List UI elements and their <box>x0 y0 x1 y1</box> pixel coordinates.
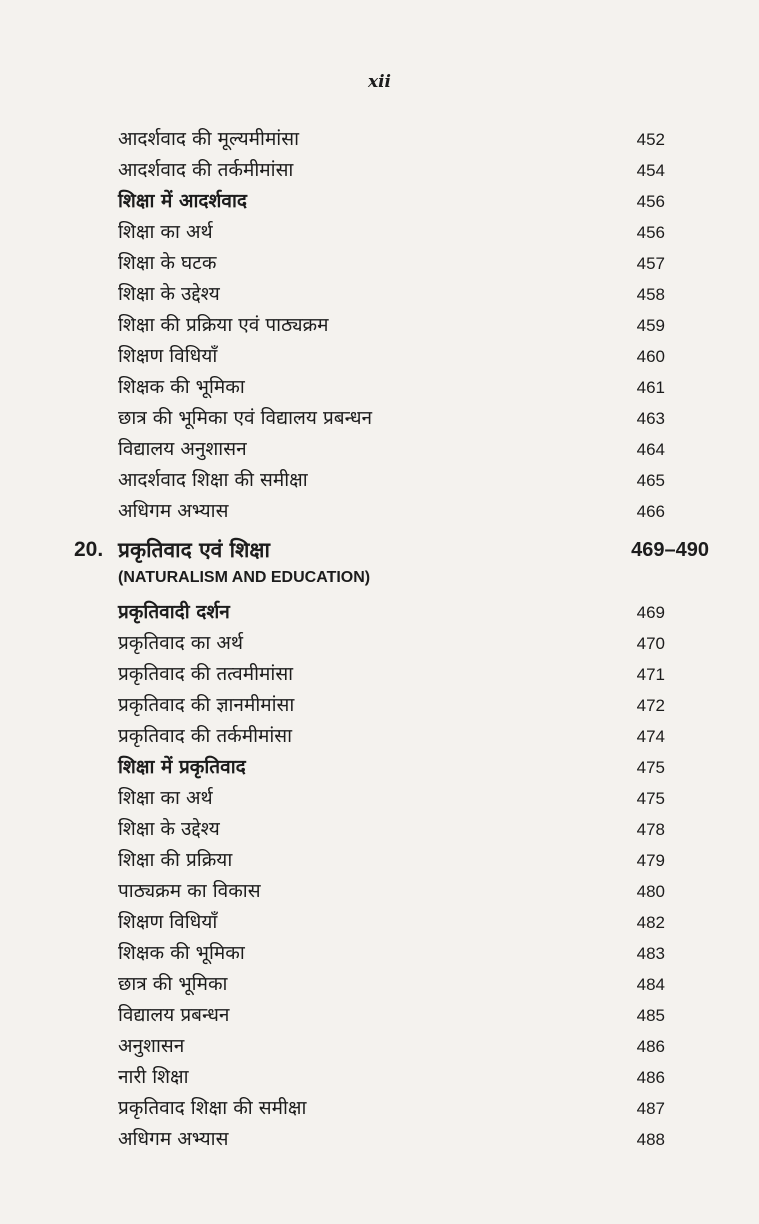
chapter-subtitle: (NATURALISM AND EDUCATION) <box>118 569 371 586</box>
toc-entry[interactable] <box>0 124 759 155</box>
toc-entry[interactable] <box>0 465 759 496</box>
toc-entry[interactable] <box>0 845 759 876</box>
toc-entry-title: शिक्षा के उद्देश्य <box>118 818 220 840</box>
toc-entry-title: प्रकृतिवाद की तत्वमीमांसा <box>118 663 294 685</box>
toc-entry-title: पाठ्यक्रम का विकास <box>118 880 261 902</box>
chapter-title: प्रकृतिवाद एवं शिक्षा <box>118 537 270 562</box>
toc-entry-page: 466 <box>636 502 665 521</box>
toc-entry-page: 480 <box>636 882 665 901</box>
toc-entry-title: शिक्षण विधियाँ <box>118 345 218 367</box>
toc-entry-title: शिक्षा की प्रक्रिया एवं पाठ्यक्रम <box>118 314 329 336</box>
toc-entry-page: 470 <box>636 634 665 653</box>
toc-entry[interactable] <box>0 783 759 814</box>
page-number: xii <box>367 72 392 92</box>
toc-entry[interactable] <box>0 628 759 659</box>
toc-entry-title: छात्र की भूमिका एवं विद्यालय प्रबन्धन <box>118 407 373 429</box>
toc-entry-page: 452 <box>636 130 665 149</box>
chapter-page-range: 469–490 <box>631 539 709 561</box>
toc-entry[interactable] <box>0 1093 759 1124</box>
toc-entry[interactable] <box>0 434 759 465</box>
toc-entry[interactable] <box>0 1124 759 1155</box>
toc-entry-page: 472 <box>636 696 665 715</box>
toc-section-heading[interactable] <box>0 752 759 783</box>
toc-entry-page: 465 <box>636 471 665 490</box>
toc-entry-page: 485 <box>636 1006 665 1025</box>
toc-entry-page: 486 <box>636 1037 665 1056</box>
toc-entry[interactable] <box>0 341 759 372</box>
toc-entry-page: 487 <box>636 1099 665 1118</box>
toc-entry-page: 478 <box>636 820 665 839</box>
toc-entry-title: शिक्षण विधियाँ <box>118 911 218 933</box>
toc-entry[interactable] <box>0 248 759 279</box>
toc-entry-page: 459 <box>636 316 665 335</box>
toc-entry-title: शिक्षक की भूमिका <box>118 942 245 964</box>
toc-entry-title: विद्यालय अनुशासन <box>118 438 247 460</box>
toc-entry-title: आदर्शवाद शिक्षा की समीक्षा <box>118 469 308 491</box>
toc-entry-title: छात्र की भूमिका <box>118 973 228 995</box>
toc-section-heading[interactable] <box>0 597 759 628</box>
toc-entry[interactable] <box>0 1031 759 1062</box>
toc-entry-title: विद्यालय प्रबन्धन <box>118 1004 230 1026</box>
toc-entry-page: 475 <box>636 758 665 777</box>
toc-entry[interactable] <box>0 907 759 938</box>
toc-entry-page: 482 <box>636 913 665 932</box>
toc-entry-title: शिक्षा की प्रक्रिया <box>118 849 233 871</box>
toc-entry-title: प्रकृतिवादी दर्शन <box>118 601 230 623</box>
toc-entry[interactable] <box>0 496 759 527</box>
toc-entry-title: आदर्शवाद की तर्कमीमांसा <box>118 159 294 181</box>
toc-entry[interactable] <box>0 217 759 248</box>
toc-entry-page: 454 <box>636 161 665 180</box>
toc-entry[interactable] <box>0 1000 759 1031</box>
toc-entry-page: 456 <box>636 192 665 211</box>
toc-entry-page: 484 <box>636 975 665 994</box>
chapter-number: 20. <box>74 538 104 561</box>
toc-entry-page: 458 <box>636 285 665 304</box>
toc-entry-title: शिक्षक की भूमिका <box>118 376 245 398</box>
toc-entry[interactable] <box>0 310 759 341</box>
toc-entry-page: 463 <box>636 409 665 428</box>
toc-entry-title: शिक्षा का अर्थ <box>118 221 213 243</box>
toc-entry-title: शिक्षा का अर्थ <box>118 787 213 809</box>
toc-entry-title: अधिगम अभ्यास <box>118 1128 229 1150</box>
toc-entry-page: 464 <box>636 440 665 459</box>
toc-entry-page: 469 <box>636 603 665 622</box>
toc-entry-page: 483 <box>636 944 665 963</box>
chapter-heading[interactable] <box>0 533 759 567</box>
toc-entry-page: 475 <box>636 789 665 808</box>
toc-entry[interactable] <box>0 279 759 310</box>
toc-entry[interactable] <box>0 372 759 403</box>
toc-section-naturalism <box>0 597 759 1155</box>
toc-entry-page: 474 <box>636 727 665 746</box>
toc-entry-title: प्रकृतिवाद की ज्ञानमीमांसा <box>118 694 295 716</box>
toc-entry[interactable] <box>0 659 759 690</box>
toc-entry-title: शिक्षा के उद्देश्य <box>118 283 220 305</box>
toc-entry-page: 456 <box>636 223 665 242</box>
toc-entry-title: प्रकृतिवाद का अर्थ <box>118 632 243 654</box>
table-of-contents <box>0 124 759 1155</box>
toc-entry-page: 460 <box>636 347 665 366</box>
toc-entry-page: 479 <box>636 851 665 870</box>
toc-entry-title: शिक्षा में प्रकृतिवाद <box>118 756 246 778</box>
toc-entry-page: 471 <box>636 665 665 684</box>
toc-entry-title: शिक्षा में आदर्शवाद <box>118 190 247 212</box>
toc-entry-page: 486 <box>636 1068 665 1087</box>
toc-entry-title: अधिगम अभ्यास <box>118 500 229 522</box>
toc-entry-title: आदर्शवाद की मूल्यमीमांसा <box>118 128 299 150</box>
toc-entry-title: अनुशासन <box>118 1035 185 1057</box>
toc-entry-title: प्रकृतिवाद की तर्कमीमांसा <box>118 725 293 747</box>
toc-entry[interactable] <box>0 155 759 186</box>
toc-entry[interactable] <box>0 876 759 907</box>
toc-entry[interactable] <box>0 690 759 721</box>
toc-entry[interactable] <box>0 721 759 752</box>
toc-entry[interactable] <box>0 969 759 1000</box>
toc-entry-page: 488 <box>636 1130 665 1149</box>
toc-section-heading[interactable] <box>0 186 759 217</box>
toc-entry-title: नारी शिक्षा <box>118 1066 189 1088</box>
toc-entry[interactable] <box>0 1062 759 1093</box>
toc-entry-page: 461 <box>636 378 665 397</box>
toc-entry[interactable] <box>0 814 759 845</box>
toc-entry-title: प्रकृतिवाद शिक्षा की समीक्षा <box>118 1097 307 1119</box>
toc-entry[interactable] <box>0 403 759 434</box>
toc-section-idealism <box>0 124 759 527</box>
toc-entry-title: शिक्षा के घटक <box>118 252 217 274</box>
toc-entry-page: 457 <box>636 254 665 273</box>
toc-entry[interactable] <box>0 938 759 969</box>
